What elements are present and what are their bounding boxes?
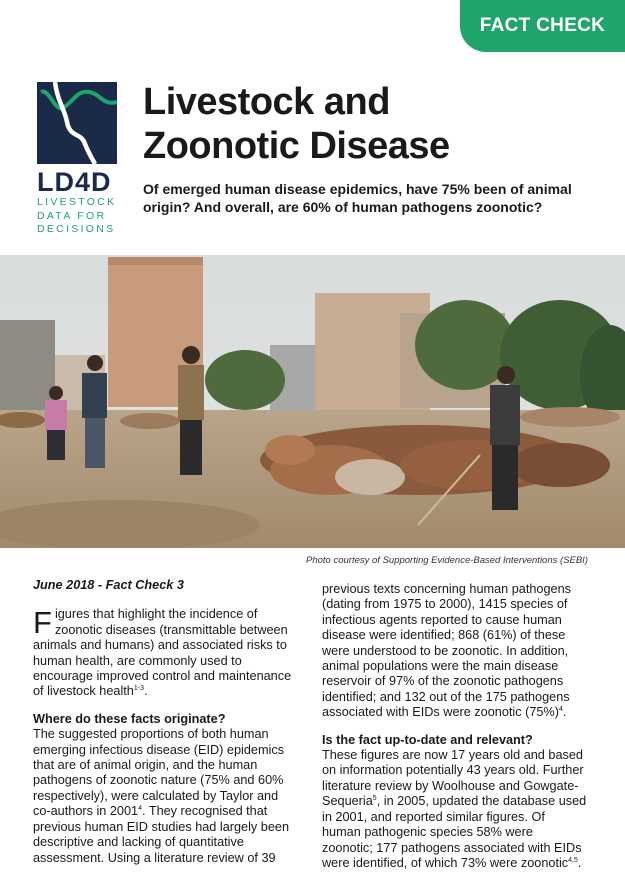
relevance-text-b: , in 2005, updated the database used in 2001, and reported similar figures. Of human pathogenic species 58% were zoonotic; 177 pathogens associated with EIDs were identified, of which 73% were zoonotic [322, 794, 587, 870]
relevance-paragraph [322, 748, 587, 871]
title-line-1: Livestock and [143, 81, 390, 123]
intro-end: . [143, 684, 148, 699]
right-column [322, 582, 587, 871]
dateline: June 2018 - Fact Check 3 [33, 578, 184, 592]
heading-relevance: Is the fact up-to-date and relevant? [322, 732, 533, 747]
relevance-end: . [577, 855, 582, 870]
logo-line-2: DATA FOR [37, 209, 107, 222]
logo-wordmark [37, 168, 127, 237]
logo-line-1: LIVESTOCK [37, 196, 117, 208]
left-column [33, 578, 298, 866]
fact-check-badge: FACT CHECK [460, 0, 625, 52]
logo-line-3: DECISIONS [37, 223, 116, 235]
page-subtitle: Of emerged human disease epidemics, have 75% been of animal origin? And overall, are 60% of human pathogens zoonotic? [143, 181, 572, 215]
logo-main-text: LD4D [37, 167, 112, 197]
origin-text-b: . They recognised that previous human EID studies had largely been descriptive and lacking of quantitative assessment. Using a literature review of 39 [33, 804, 290, 865]
ref-4-5: 4,5 [568, 856, 578, 864]
title-line-2: Zoonotic Disease [143, 125, 450, 167]
drop-cap: F [33, 605, 52, 641]
intro-paragraph [33, 607, 298, 699]
ref-1-3: 1-3 [133, 685, 144, 693]
heading-origin: Where do these facts originate? [33, 711, 226, 726]
ref-4b: 4 [558, 706, 563, 714]
origin-text-a: The suggested proportions of both human emerging infectious disease (EID) epidemics that are of animal origin, and the human pathogens of zoonotic nature (75% and 60% respectively), were calculated by Taylor and co-authors in 2001 [33, 727, 285, 819]
continued-paragraph [322, 582, 587, 721]
hero-photo [0, 255, 625, 548]
intro-text: igures that highlight the incidence of zoonotic diseases (transmittable between animals and humans) and associated risks to human health, are commonly used to encourage improved control and maintenance of livestock health [33, 607, 292, 699]
logo-wave-icon [37, 82, 117, 164]
origin-paragraph [33, 727, 298, 866]
ref-5: 5 [372, 795, 377, 803]
livestock-market-photo [0, 255, 625, 548]
page-title [143, 80, 450, 168]
continued-text: previous texts concerning human pathogens (dating from 1975 to 2000), 1415 species of infectious agents reported to cause human disease were identified; 868 (61%) of these were understood to be zoonotic. In addition, animal populations were the main disease reservoir of 97% of the zoonotic pathogens identified; and 132 out of the 175 pathogens associated with EIDs were zoonotic (75%) [322, 582, 571, 720]
photo-caption: Photo courtesy of Supporting Evidence-Based Interventions (SEBI) [306, 555, 588, 566]
continued-end: . [562, 705, 567, 720]
ref-4: 4 [138, 805, 142, 813]
relevance-text-a: These figures are now 17 years old and based on information potentially 43 years old. Further literature review by Woolhouse and Gowgate-Sequeria [322, 748, 584, 809]
ld4d-logo-mark [37, 82, 117, 164]
